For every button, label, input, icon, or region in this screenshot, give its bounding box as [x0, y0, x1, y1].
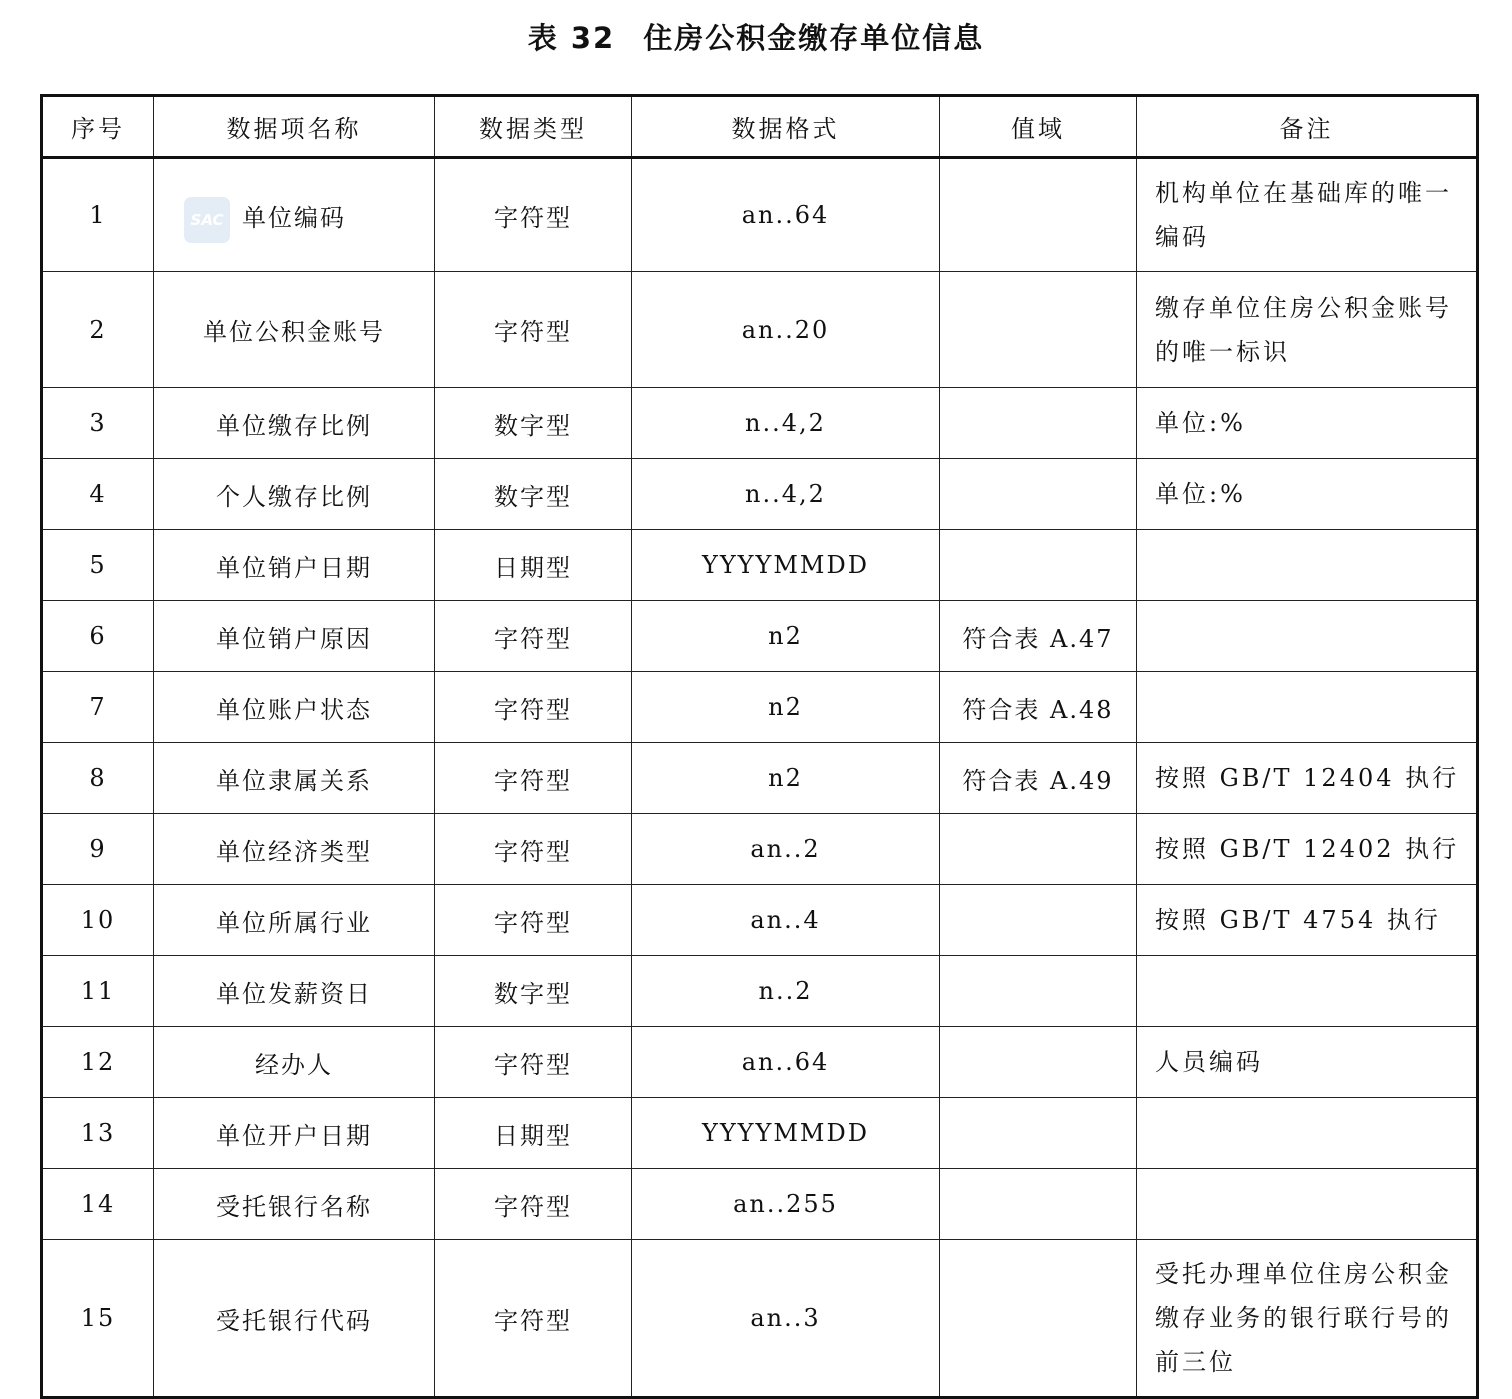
cell-name: 单位销户原因 [154, 601, 435, 672]
table-row [42, 1169, 1478, 1240]
cell-format: an..2 [632, 814, 940, 885]
cell-note: 受托办理单位住房公积金缴存业务的银行联行号的前三位 [1137, 1240, 1478, 1398]
header-index: 序号 [42, 96, 154, 158]
cell-index: 10 [42, 885, 154, 956]
cell-index: 11 [42, 956, 154, 1027]
table-row [42, 158, 1478, 272]
cell-type: 日期型 [435, 530, 632, 601]
cell-format: n2 [632, 601, 940, 672]
cell-type: 数字型 [435, 388, 632, 459]
cell-domain [940, 459, 1137, 530]
cell-index: 12 [42, 1027, 154, 1098]
cell-domain [940, 885, 1137, 956]
cell-name: 经办人 [154, 1027, 435, 1098]
header-row [42, 96, 1478, 158]
cell-note [1137, 601, 1478, 672]
cell-domain [940, 388, 1137, 459]
table-row [42, 530, 1478, 601]
cell-format: an..64 [632, 1027, 940, 1098]
cell-type: 字符型 [435, 814, 632, 885]
header-domain: 值域 [940, 96, 1137, 158]
cell-name: 受托银行名称 [154, 1169, 435, 1240]
cell-domain [940, 1240, 1137, 1398]
cell-type: 字符型 [435, 601, 632, 672]
cell-index: 15 [42, 1240, 154, 1398]
cell-format: YYYYMMDD [632, 530, 940, 601]
cell-name: 单位隶属关系 [154, 743, 435, 814]
table-row [42, 956, 1478, 1027]
cell-note: 人员编码 [1137, 1027, 1478, 1098]
cell-type: 字符型 [435, 672, 632, 743]
cell-type: 字符型 [435, 1027, 632, 1098]
table-row [42, 1098, 1478, 1169]
cell-domain [940, 814, 1137, 885]
table-row [42, 885, 1478, 956]
cell-note: 缴存单位住房公积金账号的唯一标识 [1137, 272, 1478, 388]
table-row [42, 459, 1478, 530]
table-row [42, 601, 1478, 672]
cell-index: 14 [42, 1169, 154, 1240]
cell-note [1137, 1098, 1478, 1169]
cell-name: 单位所属行业 [154, 885, 435, 956]
cell-format: n..4,2 [632, 459, 940, 530]
cell-domain [940, 530, 1137, 601]
cell-index: 8 [42, 743, 154, 814]
header-note: 备注 [1137, 96, 1478, 158]
cell-note: 按照 GB/T 12402 执行 [1137, 814, 1478, 885]
cell-domain [940, 1027, 1137, 1098]
table-row [42, 388, 1478, 459]
sac-watermark-logo: SAC [184, 197, 230, 243]
header-name: 数据项名称 [154, 96, 435, 158]
cell-index: 1 [42, 158, 154, 272]
cell-format: an..255 [632, 1169, 940, 1240]
table-row [42, 1240, 1478, 1398]
cell-name: 单位缴存比例 [154, 388, 435, 459]
header-type: 数据类型 [435, 96, 632, 158]
cell-index: 2 [42, 272, 154, 388]
cell-index: 13 [42, 1098, 154, 1169]
table-number: 表 32 [527, 21, 616, 55]
table-row [42, 272, 1478, 388]
cell-name: 单位公积金账号 [154, 272, 435, 388]
cell-domain [940, 272, 1137, 388]
table-title: 住房公积金缴存单位信息 [643, 21, 985, 55]
cell-format: an..3 [632, 1240, 940, 1398]
cell-note: 按照 GB/T 4754 执行 [1137, 885, 1478, 956]
cell-format: n..2 [632, 956, 940, 1027]
cell-format: YYYYMMDD [632, 1098, 940, 1169]
cell-name: 受托银行代码 [154, 1240, 435, 1398]
cell-format: an..20 [632, 272, 940, 388]
cell-name: 单位开户日期 [154, 1098, 435, 1169]
table-row [42, 814, 1478, 885]
cell-domain: 符合表 A.48 [940, 672, 1137, 743]
cell-type: 字符型 [435, 885, 632, 956]
cell-format: n..4,2 [632, 388, 940, 459]
cell-index: 4 [42, 459, 154, 530]
cell-type: 数字型 [435, 956, 632, 1027]
cell-note [1137, 672, 1478, 743]
cell-type: 字符型 [435, 158, 632, 272]
cell-domain [940, 956, 1137, 1027]
cell-type: 日期型 [435, 1098, 632, 1169]
data-table [40, 94, 1479, 1399]
cell-note [1137, 956, 1478, 1027]
cell-index: 3 [42, 388, 154, 459]
cell-index: 5 [42, 530, 154, 601]
cell-domain [940, 1098, 1137, 1169]
cell-note: 按照 GB/T 12404 执行 [1137, 743, 1478, 814]
cell-name: 单位经济类型 [154, 814, 435, 885]
cell-format: an..4 [632, 885, 940, 956]
cell-note [1137, 530, 1478, 601]
cell-note: 单位:% [1137, 459, 1478, 530]
cell-note: 机构单位在基础库的唯一编码 [1137, 158, 1478, 272]
cell-name: 单位销户日期 [154, 530, 435, 601]
cell-name-text: 单位编码 [242, 203, 346, 232]
table-row [42, 672, 1478, 743]
cell-domain: 符合表 A.49 [940, 743, 1137, 814]
cell-index: 9 [42, 814, 154, 885]
cell-format: an..64 [632, 158, 940, 272]
cell-domain [940, 158, 1137, 272]
cell-format: n2 [632, 743, 940, 814]
table-caption [0, 14, 1512, 62]
cell-type: 数字型 [435, 459, 632, 530]
cell-type: 字符型 [435, 272, 632, 388]
cell-name: 单位发薪资日 [154, 956, 435, 1027]
cell-format: n2 [632, 672, 940, 743]
cell-name [154, 158, 435, 272]
cell-name: 个人缴存比例 [154, 459, 435, 530]
cell-type: 字符型 [435, 743, 632, 814]
cell-type: 字符型 [435, 1240, 632, 1398]
table-row [42, 743, 1478, 814]
cell-domain [940, 1169, 1137, 1240]
cell-index: 6 [42, 601, 154, 672]
header-format: 数据格式 [632, 96, 940, 158]
cell-note [1137, 1169, 1478, 1240]
cell-index: 7 [42, 672, 154, 743]
cell-domain: 符合表 A.47 [940, 601, 1137, 672]
cell-name: 单位账户状态 [154, 672, 435, 743]
table-row [42, 1027, 1478, 1098]
cell-type: 字符型 [435, 1169, 632, 1240]
cell-note: 单位:% [1137, 388, 1478, 459]
